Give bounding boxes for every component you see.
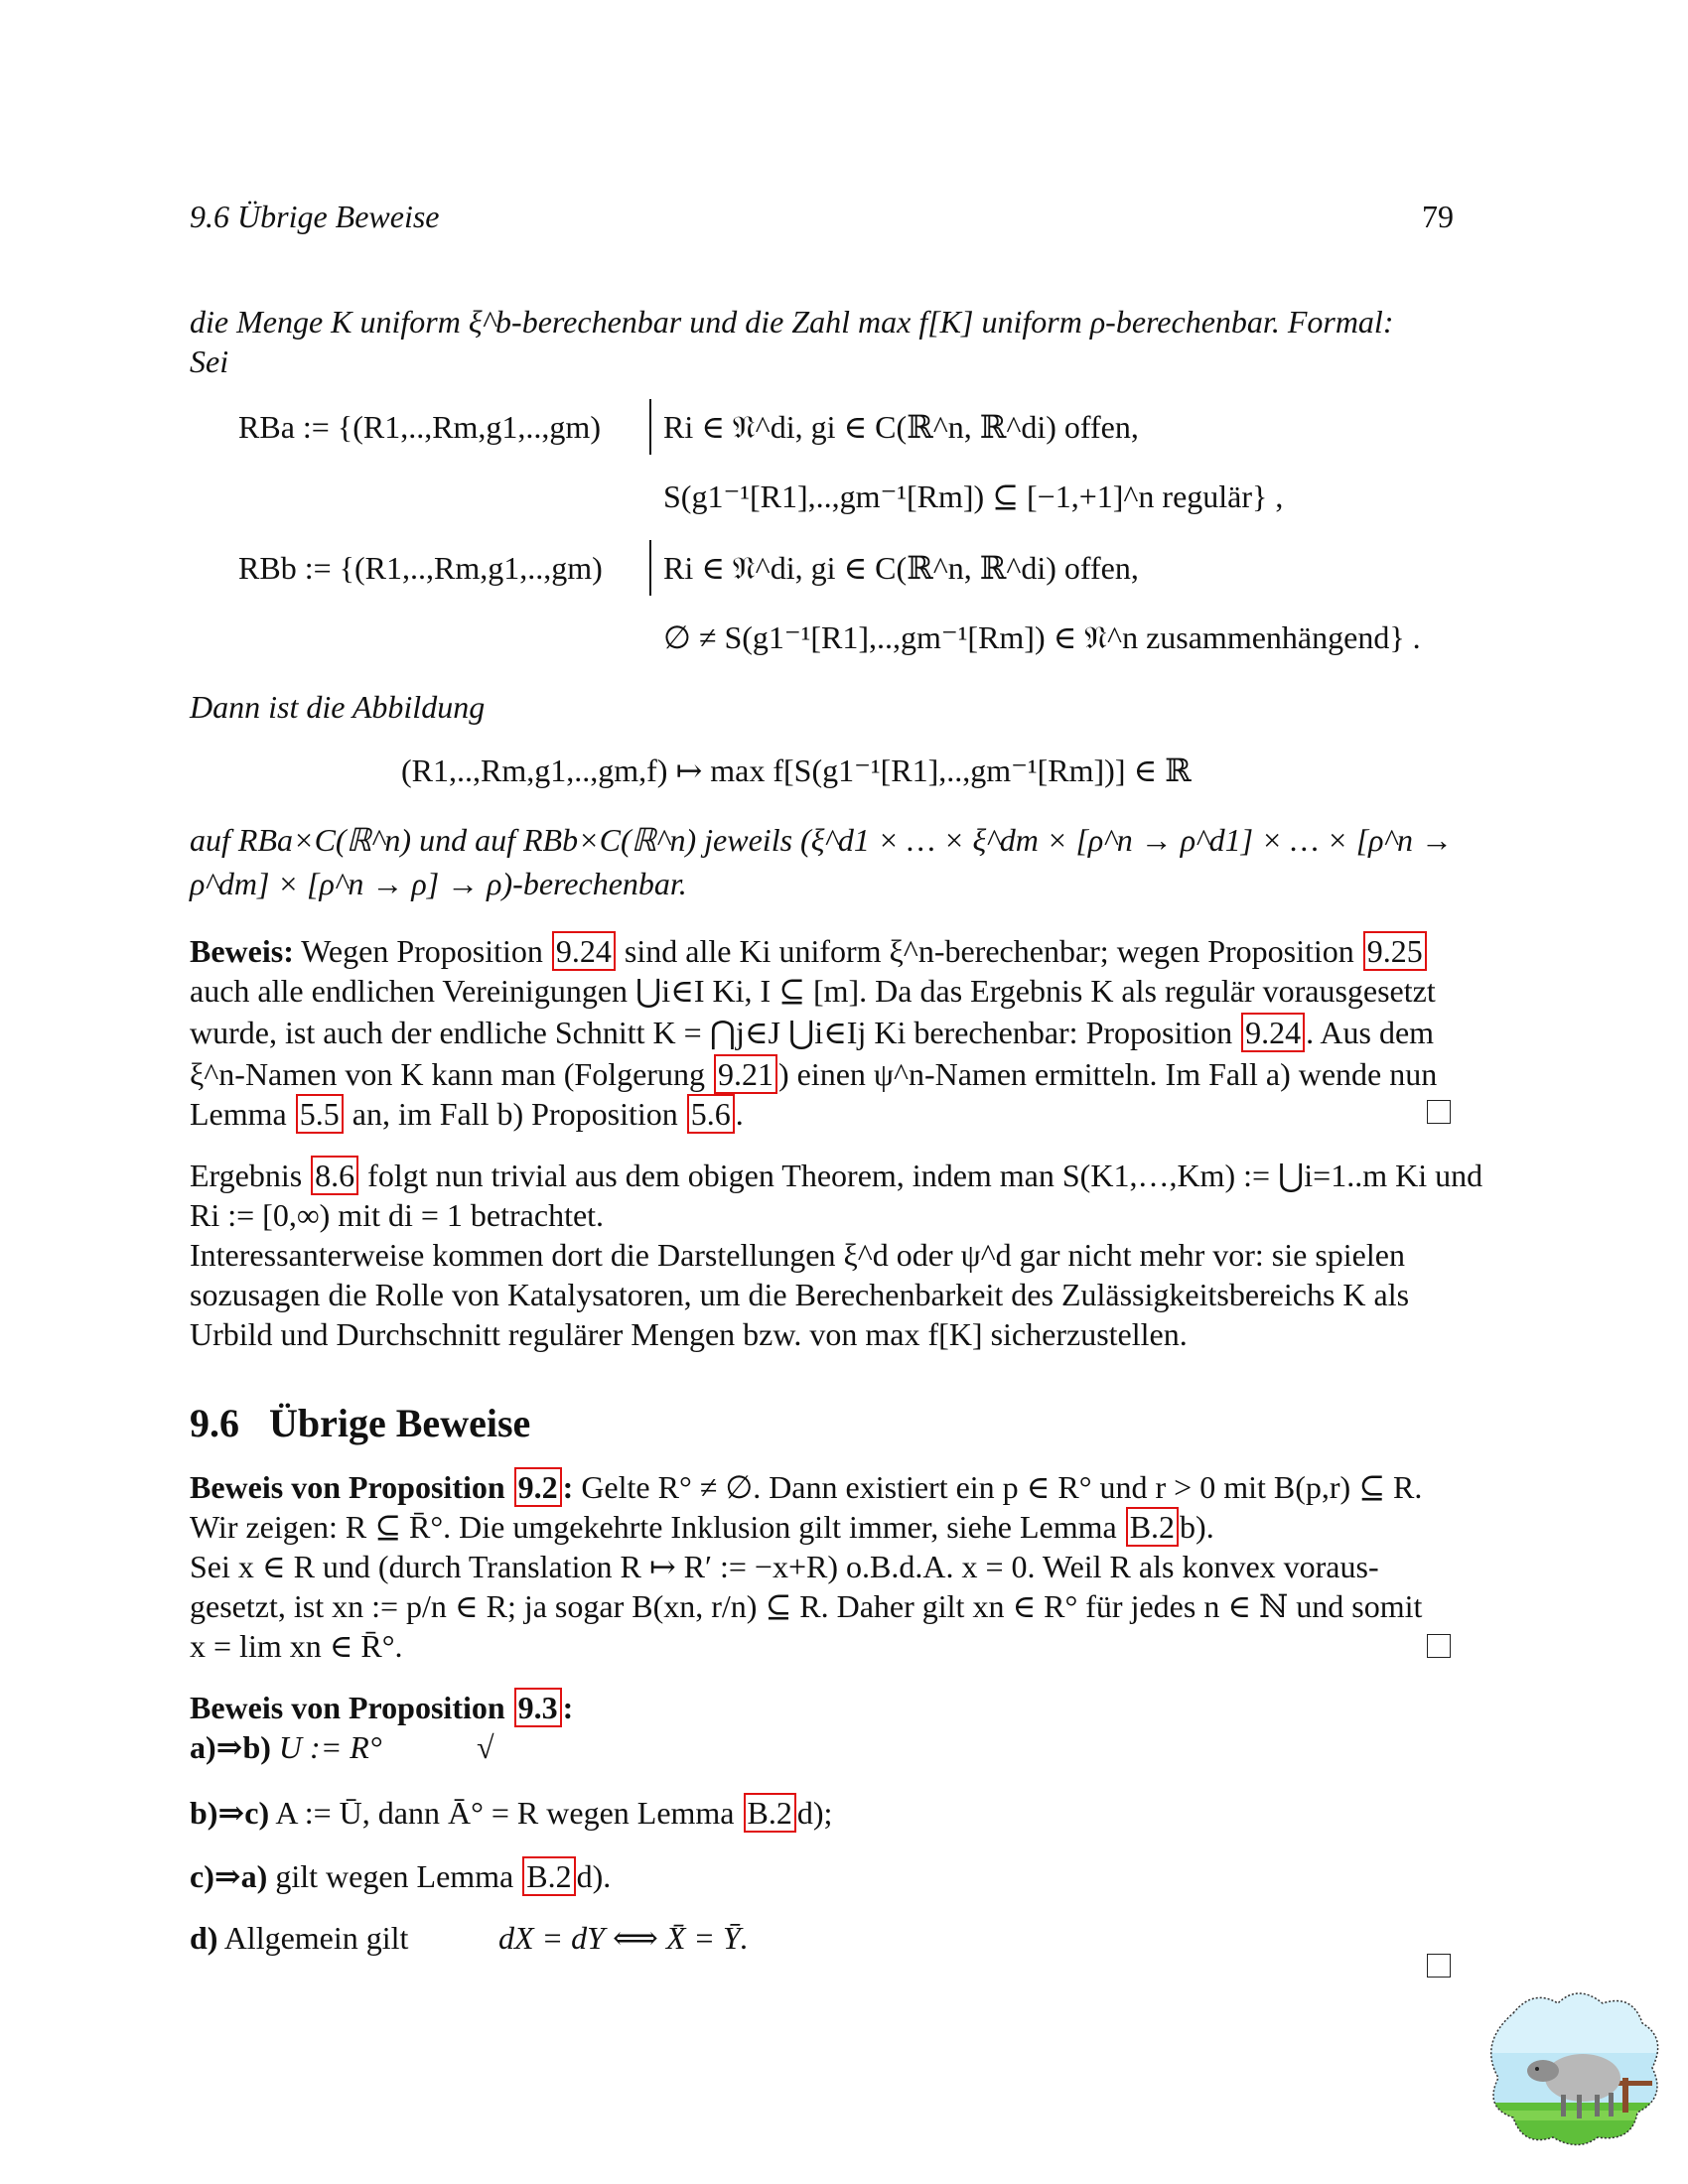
map-line-1: auf RBa×C(ℝ^n) und auf RBb×C(ℝ^n) jeweils (ξ^d1 × … × ξ^dm × [ρ^n → ρ^d1] × … × [ρ^n →	[190, 822, 1454, 858]
intro-line-2: Sei	[190, 343, 229, 379]
ref-5-6[interactable]: 5.6	[687, 1094, 735, 1134]
proof1-line-3	[190, 1013, 1434, 1052]
proof92-colon: :	[562, 1469, 574, 1505]
rb-a-rhs-2: S(g1⁻¹[R1],..,gm⁻¹[Rm]) ⊆ [−1,+1]^n regulär} ,	[663, 478, 1284, 514]
step-label: b)⇒c)	[190, 1795, 270, 1831]
proof-label: Beweis:	[190, 933, 294, 969]
para2-line-3: Interessanterweise kommen dort die Darstellungen ξ^d oder ψ^d gar nicht mehr vor: sie spielen	[190, 1237, 1405, 1273]
set-builder-bar-b	[649, 540, 651, 596]
proof93-c	[190, 1856, 611, 1896]
step-text: A := Ū, dann Ā° = R wegen Lemma	[269, 1795, 743, 1831]
proof93-a	[190, 1727, 382, 1767]
proof1-line-2: auch alle endlichen Vereinigungen ⋃i∈I Ki, I ⊆ [m]. Da das Ergebnis K als regulär vorausgesetzt	[190, 973, 1436, 1009]
qed-square	[1427, 1954, 1451, 1978]
section-heading	[190, 1400, 530, 1446]
section-number: 9.6	[190, 1401, 239, 1445]
rb-b-rhs-2: ∅ ≠ S(g1⁻¹[R1],..,gm⁻¹[Rm]) ∈ 𝔑^n zusammenhängend} .	[663, 619, 1421, 655]
rb-b-lhs: RBb := {(R1,..,Rm,g1,..,gm)	[238, 550, 603, 586]
proof93-colon: :	[562, 1690, 574, 1725]
proof1-text: sind alle Ki uniform ξ^n-berechenbar; wegen Proposition	[616, 933, 1362, 969]
ref-9-3[interactable]: 9.3	[514, 1688, 562, 1727]
proof92-line-2	[190, 1507, 1214, 1547]
step-text: U := R°	[270, 1729, 382, 1765]
para2-line-4: sozusagen die Rolle von Katalysatoren, um die Berechenbarkeit des Zulässigkeitsbereichs K als	[190, 1277, 1410, 1312]
proof92-label: Beweis von Proposition	[190, 1469, 513, 1505]
step-text: d);	[796, 1795, 833, 1831]
step-text: gilt wegen Lemma	[267, 1858, 522, 1894]
proof1-line-5	[190, 1094, 744, 1134]
ref-b-2[interactable]: B.2	[1126, 1507, 1179, 1547]
page-number: 79	[1422, 199, 1454, 234]
rb-a-lhs: RBa := {(R1,..,Rm,g1,..,gm)	[238, 409, 601, 445]
running-header: 9.6 Übrige Beweise	[190, 199, 440, 234]
proof1-text: Wegen Proposition	[293, 933, 551, 969]
proof92-line-3: Sei x ∈ R und (durch Translation R ↦ R′ := −x+R) o.B.d.A. x = 0. Weil R als konvex voraus-	[190, 1549, 1379, 1584]
proof92-text: Wir zeigen: R ⊆ R̄°. Die umgekehrte Inklusion gilt immer, siehe Lemma	[190, 1509, 1125, 1545]
proof93-label: Beweis von Proposition	[190, 1690, 513, 1725]
ref-9-2[interactable]: 9.2	[514, 1467, 562, 1507]
ref-9-21[interactable]: 9.21	[714, 1054, 777, 1094]
rb-b-rhs-1: Ri ∈ 𝔑^di, gi ∈ C(ℝ^n, ℝ^di) offen,	[663, 550, 1139, 586]
step-label: c)⇒a)	[190, 1858, 268, 1894]
proof92-line-4: gesetzt, ist xn := p/n ∈ R; ja sogar B(xn, r/n) ⊆ R. Daher gilt xn ∈ R° für jedes n ∈ ℕ und somit	[190, 1588, 1423, 1624]
proof1-line-1	[190, 931, 1428, 971]
para2-line-5: Urbild und Durchschnitt regulärer Mengen bzw. von max f[K] sicherzustellen.	[190, 1316, 1188, 1352]
proof93-b	[190, 1793, 832, 1833]
check-mark-icon: √	[477, 1729, 494, 1765]
para2-line-2: Ri := [0,∞) mit di = 1 betrachtet.	[190, 1197, 605, 1233]
ref-9-24[interactable]: 9.24	[1241, 1013, 1305, 1052]
step-label: d)	[190, 1920, 218, 1956]
section-title: Übrige Beweise	[269, 1401, 531, 1445]
proof92-line-5: x = lim xn ∈ R̄°.	[190, 1628, 403, 1664]
proof92-line-1	[190, 1467, 1422, 1507]
qed-square	[1427, 1100, 1451, 1124]
rb-a-rhs-1: Ri ∈ 𝔑^di, gi ∈ C(ℝ^n, ℝ^di) offen,	[663, 409, 1139, 445]
proof92-text: b).	[1180, 1509, 1214, 1545]
ref-9-25[interactable]: 9.25	[1363, 931, 1427, 971]
step-label: a)⇒b)	[190, 1729, 271, 1765]
ref-8-6[interactable]: 8.6	[311, 1156, 358, 1195]
sheep-logo-icon[interactable]	[1474, 1983, 1672, 2162]
para2-text: folgt nun trivial aus dem obigen Theorem, indem man S(K1,…,Km) := ⋃i=1..m Ki und	[359, 1158, 1483, 1193]
proof1-text: .	[735, 1096, 744, 1132]
step-text: d).	[576, 1858, 612, 1894]
proof1-text: wurde, ist auch der endliche Schnitt K = ⋂j∈J ⋃i∈Ij Ki berechenbar: Proposition	[190, 1015, 1241, 1050]
ref-b-2[interactable]: B.2	[744, 1793, 796, 1833]
para2-text: Ergebnis	[190, 1158, 311, 1193]
map-formula: (R1,..,Rm,g1,..,gm,f) ↦ max f[S(g1⁻¹[R1],..,gm⁻¹[Rm])] ∈ ℝ	[401, 752, 1192, 788]
proof1-text: ) einen ψ^n-Namen ermitteln. Im Fall a) wende nun	[777, 1056, 1438, 1092]
proof1-text: ξ^n-Namen von K kann man (Folgerung	[190, 1056, 713, 1092]
proof1-text: Lemma	[190, 1096, 295, 1132]
proof1-line-4	[190, 1054, 1437, 1094]
proof93-d	[190, 1918, 408, 1958]
ref-b-2[interactable]: B.2	[522, 1856, 575, 1896]
proof1-text: . Aus dem	[1306, 1015, 1435, 1050]
intro-line-1: die Menge K uniform ξ^b-berechenbar und die Zahl max f[K] uniform ρ-berechenbar. Formal:	[190, 304, 1394, 340]
para2-line-1	[190, 1156, 1482, 1195]
step-text: Allgemein gilt	[217, 1920, 409, 1956]
qed-square	[1427, 1634, 1451, 1658]
proof93-title	[190, 1688, 573, 1727]
map-line-2: ρ^dm] × [ρ^n → ρ] → ρ)-berechenbar.	[190, 866, 687, 901]
proof92-text: Gelte R° ≠ ∅. Dann existiert ein p ∈ R° und r > 0 mit B(p,r) ⊆ R.	[573, 1469, 1423, 1505]
ref-5-5[interactable]: 5.5	[296, 1094, 344, 1134]
set-builder-bar-a	[649, 399, 651, 455]
map-intro: Dann ist die Abbildung	[190, 689, 486, 725]
proof93-d-formula: dX = dY ⟺ X̄ = Ȳ.	[498, 1920, 749, 1956]
ref-9-24[interactable]: 9.24	[552, 931, 616, 971]
proof1-text: an, im Fall b) Proposition	[344, 1096, 686, 1132]
